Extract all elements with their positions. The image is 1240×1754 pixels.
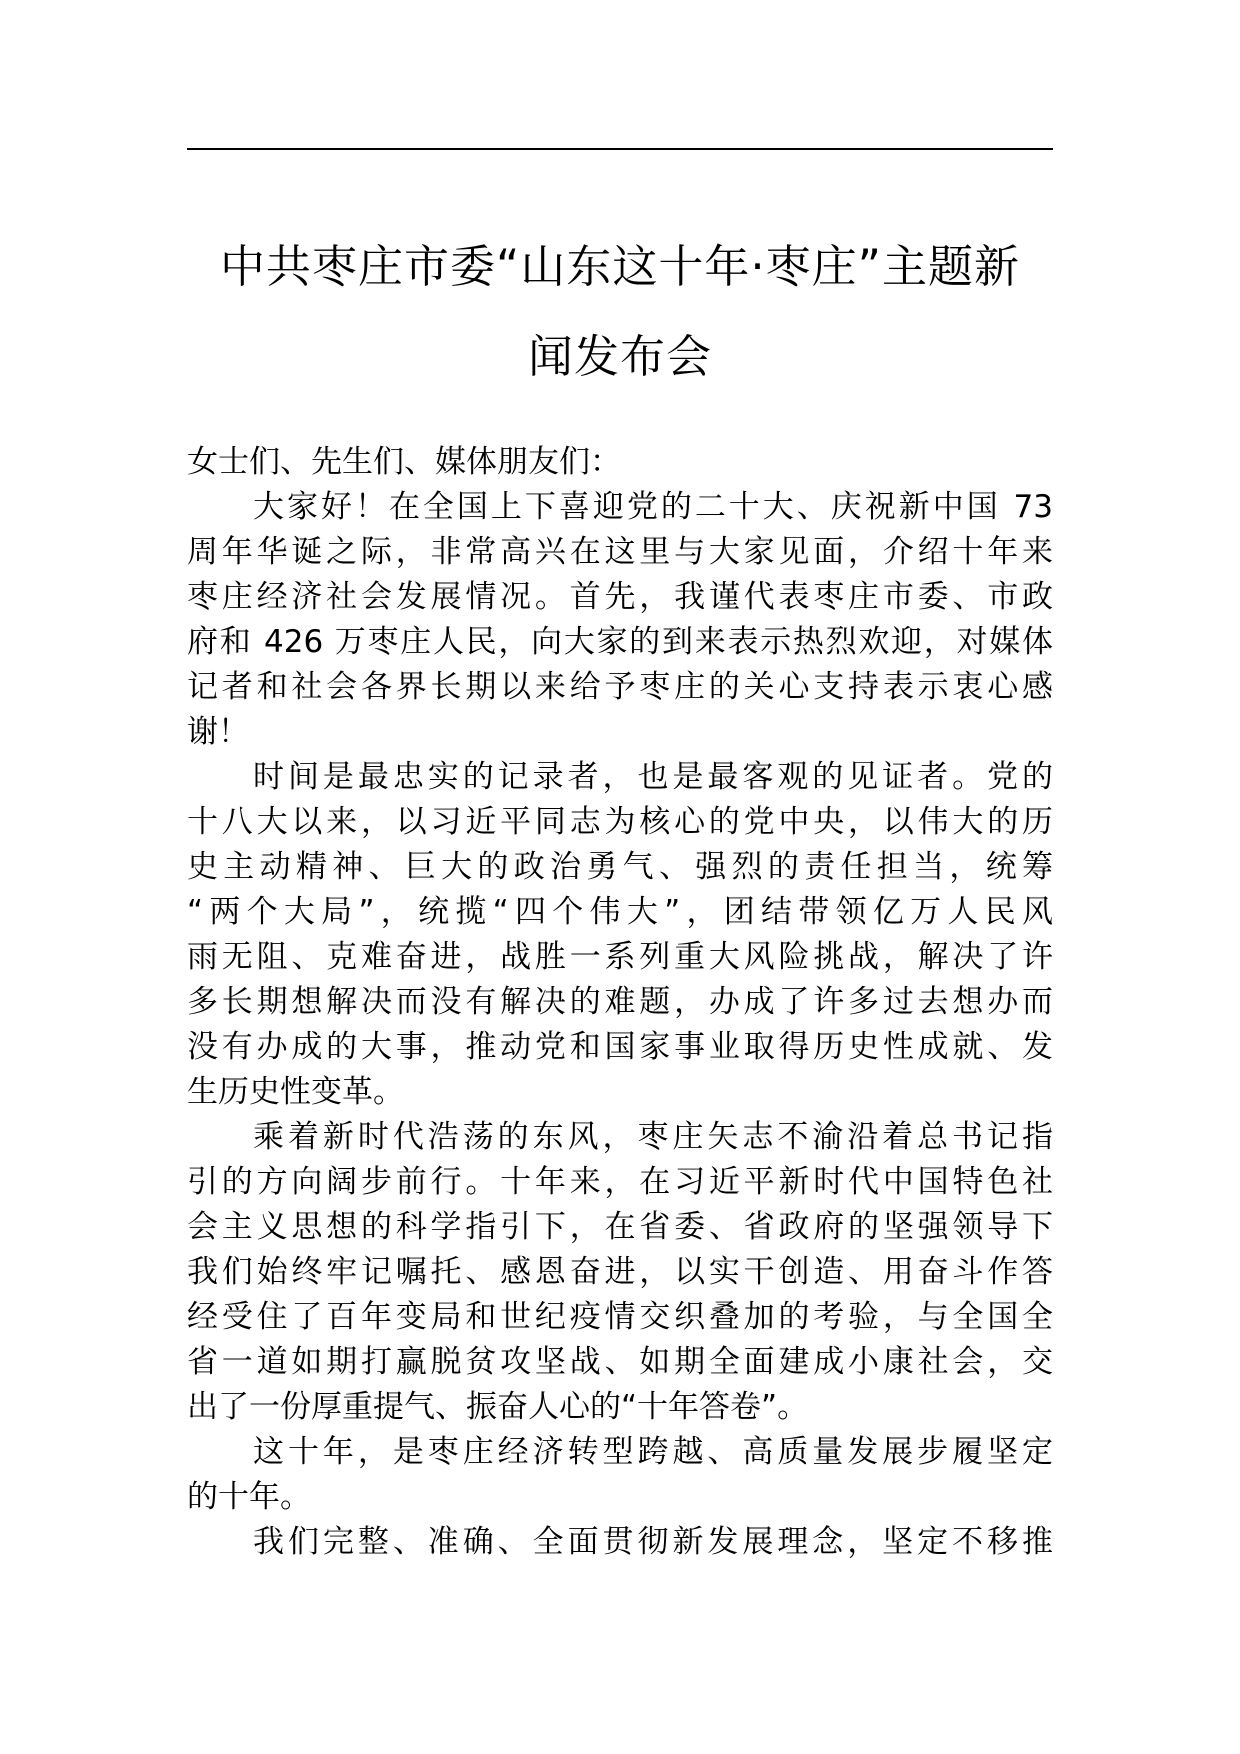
- paragraph-line: 谢！: [187, 714, 249, 750]
- paragraph-line: 十八大以来，以习近平同志为核心的党中央，以伟大的历: [187, 804, 1053, 840]
- paragraph-line: 我们完整、准确、全面贯彻新发展理念，坚定不移推: [253, 1524, 1053, 1560]
- paragraph-line: 会主义思想的科学指引下，在省委、省政府的坚强领导下: [187, 1209, 1053, 1245]
- document-title: [187, 222, 1053, 402]
- paragraph-line: 枣庄经济社会发展情况。首先，我谨代表枣庄市委、市政: [187, 579, 1053, 615]
- paragraph-line: 记者和社会各界长期以来给予枣庄的关心支持表示衷心感: [187, 669, 1053, 705]
- paragraph-line: 乘着新时代浩荡的东风，枣庄矢志不渝沿着总书记指: [253, 1119, 1053, 1155]
- paragraph-line: 引的方向阔步前行。十年来，在习近平新时代中国特色社: [187, 1164, 1053, 1200]
- paragraph-line: 时间是最忠实的记录者，也是最客观的见证者。党的: [253, 759, 1053, 795]
- paragraph-line: 周年华诞之际，非常高兴在这里与大家见面，介绍十年来: [187, 534, 1053, 570]
- header-rule: [187, 148, 1053, 150]
- paragraph-line: 大家好！在全国上下喜迎党的二十大、庆祝新中国 73: [253, 489, 1053, 525]
- paragraph-line: 生历史性变革。: [187, 1074, 404, 1110]
- paragraph-new-era: [187, 1115, 1053, 1430]
- paragraph-line: 这十年，是枣庄经济转型跨越、高质量发展步履坚定: [253, 1434, 1053, 1470]
- paragraph-line: 没有办成的大事，推动党和国家事业取得历史性成就、发: [187, 1029, 1053, 1065]
- paragraph-line: 经受住了百年变局和世纪疫情交织叠加的考验，与全国全: [187, 1299, 1053, 1335]
- paragraph-line: 史主动精神、巨大的政治勇气、强烈的责任担当，统筹: [187, 849, 1053, 885]
- paragraph-development: [187, 1520, 1053, 1565]
- title-line: 中共枣庄市委“山东这十年·枣庄”主题新: [220, 240, 1020, 293]
- paragraph-welcome: [187, 485, 1053, 755]
- salutation: 女士们、先生们、媒体朋友们：: [187, 444, 621, 480]
- paragraph-line: 多长期想解决而没有解决的难题，办成了许多过去想办而: [187, 984, 1053, 1020]
- paragraph-line: 省一道如期打赢脱贫攻坚战、如期全面建成小康社会，交: [187, 1344, 1053, 1380]
- paragraph-line: 雨无阻、克难奋进，战胜一系列重大风险挑战，解决了许: [187, 939, 1053, 975]
- paragraph-ten-years: [187, 1430, 1053, 1520]
- paragraph-line: 出了一份厚重提气、振奋人心的“十年答卷”。: [187, 1389, 809, 1425]
- paragraph-line: “两个大局”，统揽“四个伟大”，团结带领亿万人民风: [187, 894, 1053, 930]
- paragraph-line: 府和 426 万枣庄人民，向大家的到来表示热烈欢迎，对媒体: [187, 624, 1053, 660]
- paragraph-time: [187, 755, 1053, 1115]
- paragraph-line: 的十年。: [187, 1479, 311, 1515]
- paragraph-line: 我们始终牢记嘱托、感恩奋进，以实干创造、用奋斗作答: [187, 1254, 1053, 1290]
- document-body: [187, 440, 1053, 1565]
- title-line: 闻发布会: [527, 330, 712, 383]
